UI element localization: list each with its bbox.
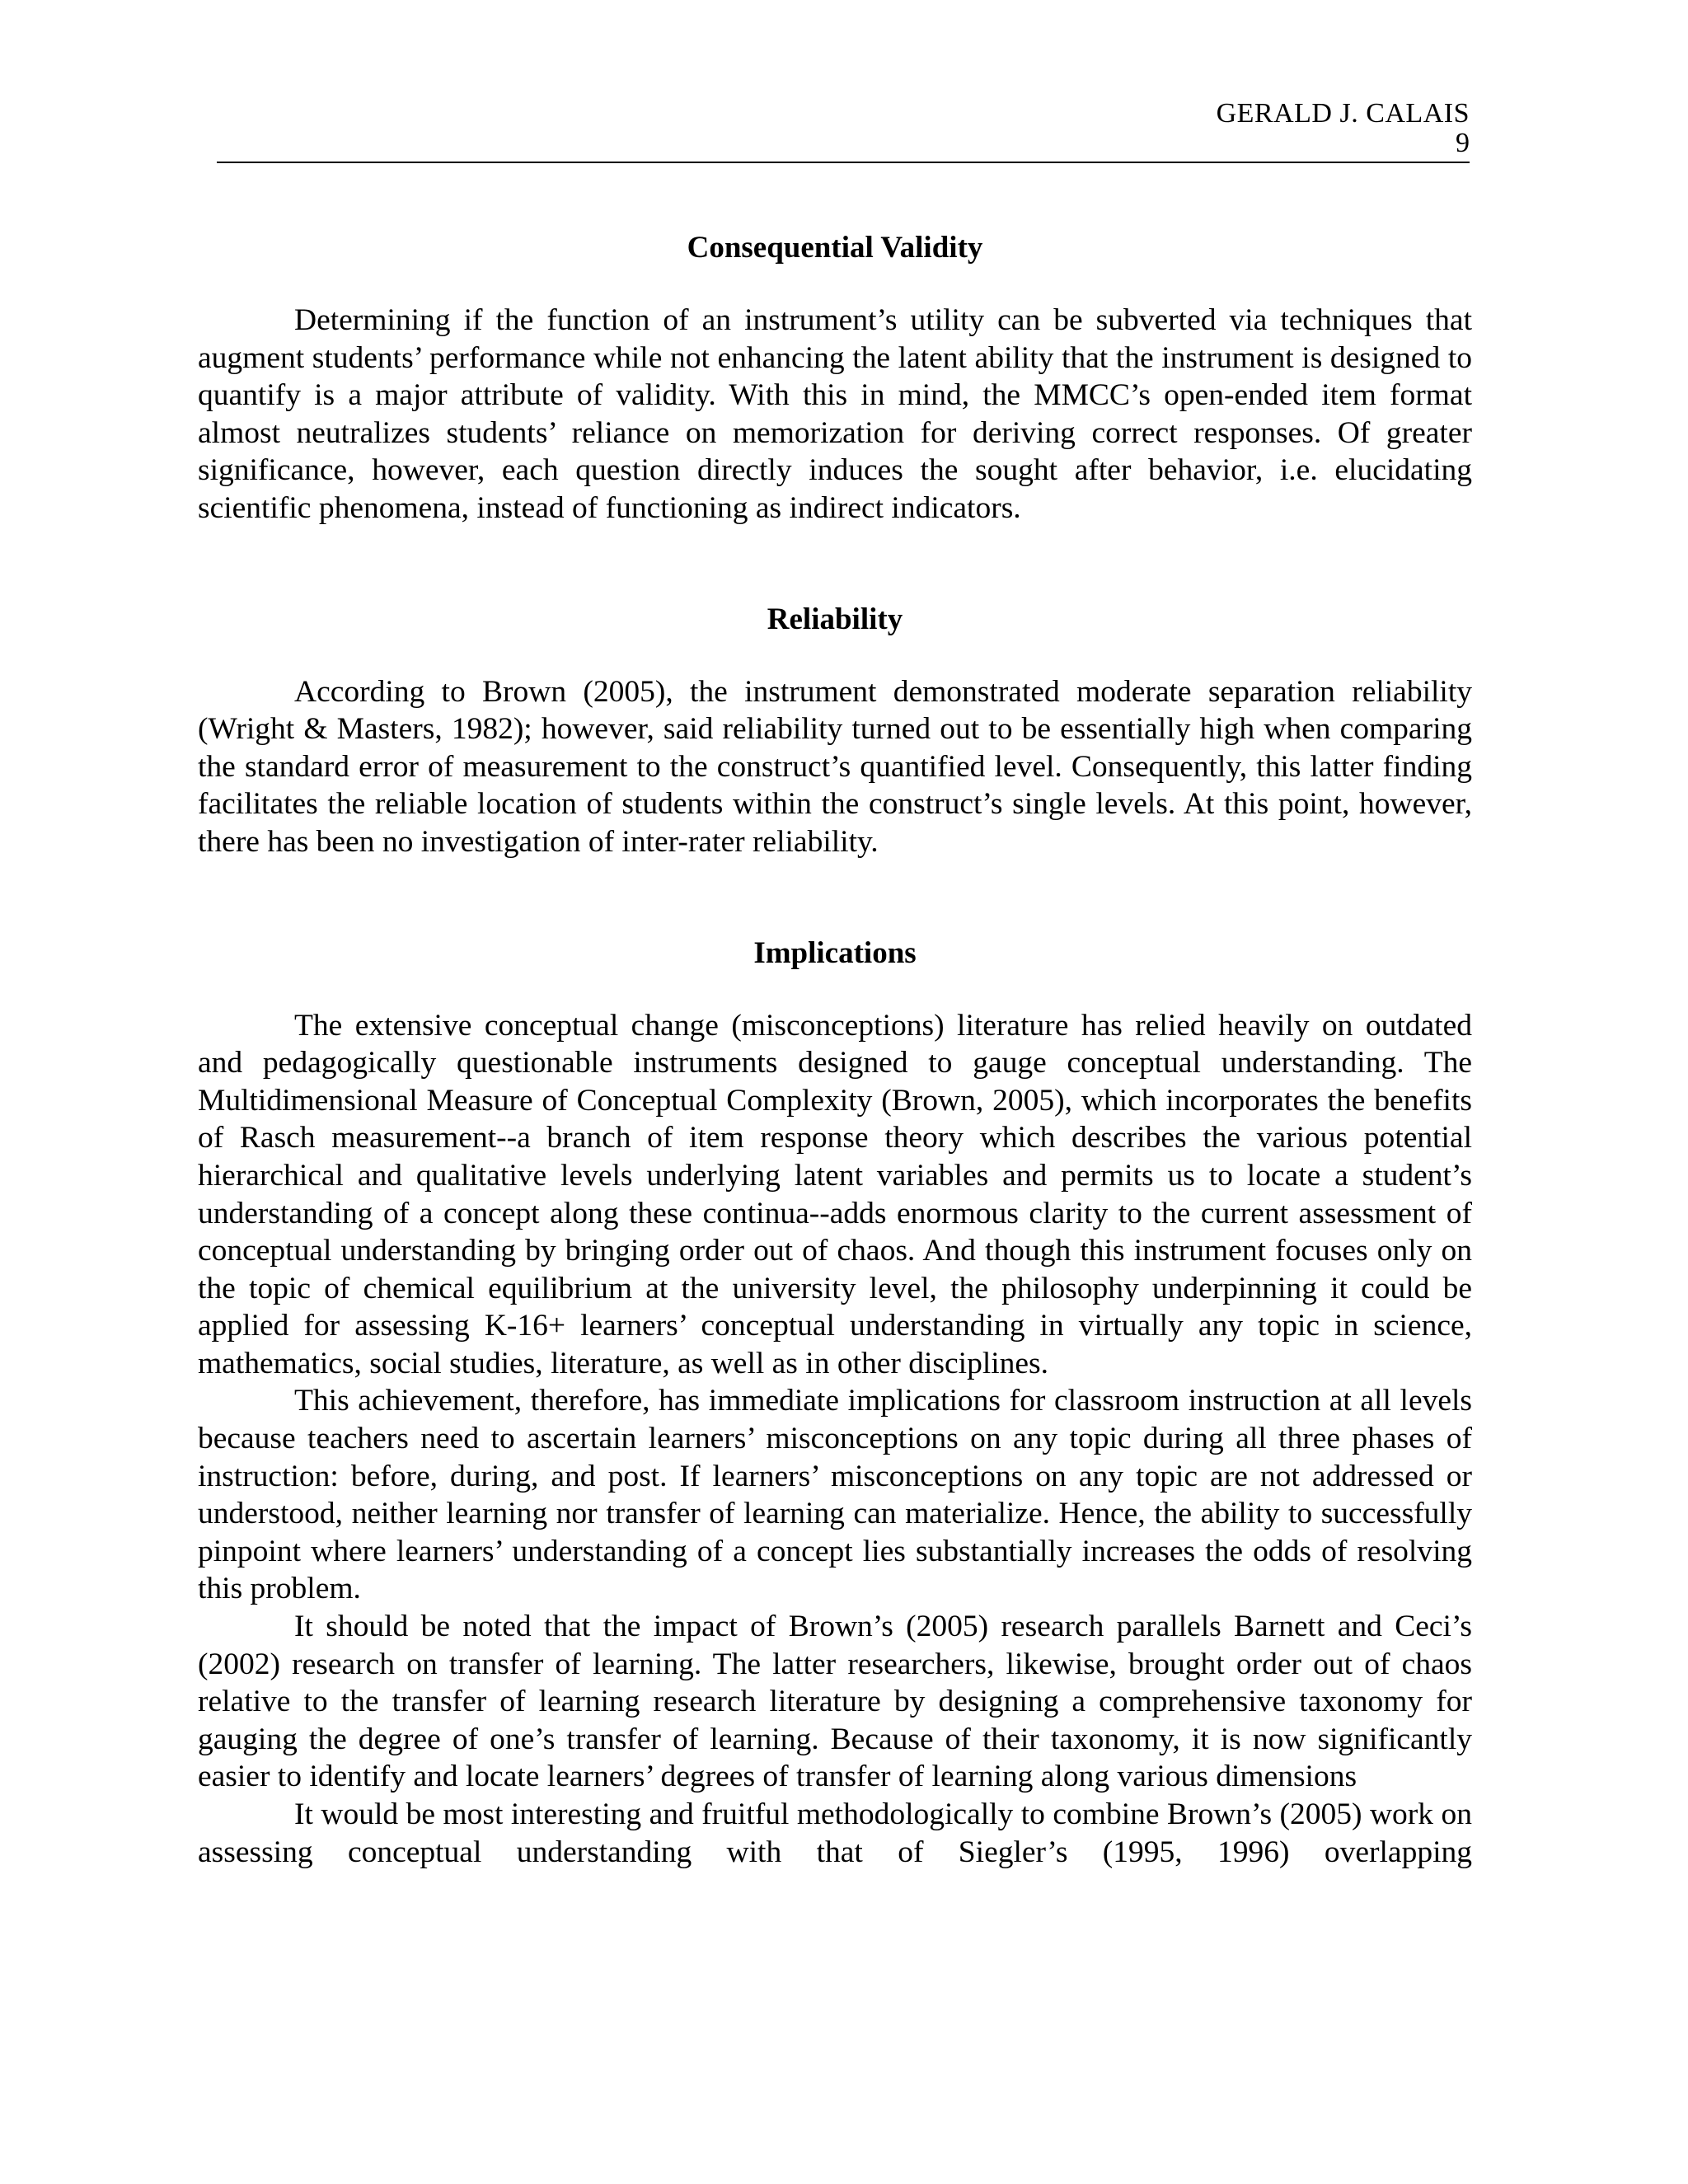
- page-number: 9: [1456, 128, 1470, 158]
- paragraph-implications-4: It would be most interesting and fruitful methodologically to combine Brown’s (2005) work on assessing conceptual understanding with that of Siegler’s (1995, 1996) overlapping: [198, 1797, 1472, 1869]
- section-heading-implications: Implications: [753, 935, 917, 970]
- paragraph-reliability: According to Brown (2005), the instrument demonstrated moderate separation reliability (Wright & Masters, 1982); however, said reliability turned out to be essentially high when comparing the standard error of measurement to the construct’s quantified level. Consequently, this latter finding facilitates the reliable location of students within the construct’s single levels. At this point, however, there has been no investigation of inter-rater reliability.: [198, 674, 1472, 859]
- section-heading-consequential-validity: Consequential Validity: [687, 231, 983, 265]
- paragraph-consequential-validity: Determining if the function of an instrument’s utility can be subverted via techniques that augment students’ performance while not enhancing the latent ability that the instrument is designed to quantify is a major attribute of validity. With this in mind, the MMCC’s open-ended item format almost neutralizes students’ reliance on memorization for deriving correct responses. Of greater significance, however, each question directly induces the sought after behavior, i.e. elucidating scientific phenomena, instead of functioning as indirect indicators.: [198, 303, 1472, 525]
- running-header: [217, 97, 1470, 163]
- paragraph-implications-1: The extensive conceptual change (misconceptions) literature has relied heavily on outdated and pedagogically questionable instruments designed to gauge conceptual understanding. The Multidimensional Measure of Conceptual Complexity (Brown, 2005), which incorporates the benefits of Rasch measurement--a branch of item response theory which describes the various potential hierarchical and qualitative levels underlying latent variables and permits us to locate a student’s understanding of a concept along these continua--adds enormous clarity to the current assessment of conceptual understanding by bringing order out of chaos. And though this instrument focuses only on the topic of chemical equilibrium at the university level, the philosophy underpinning it could be applied for assessing K-16+ learners’ conceptual understanding in virtually any topic in science, mathematics, social studies, literature, as well as in other disciplines.: [198, 1008, 1472, 1380]
- author-name: GERALD J. CALAIS: [1216, 98, 1470, 129]
- paragraph-implications-2: This achievement, therefore, has immediate implications for classroom instruction at all levels because teachers need to ascertain learners’ misconceptions on any topic during all three phases of instruction: before, during, and post. If learners’ misconceptions on any topic are not addressed or understood, neither learning nor transfer of learning can materialize. Hence, the ability to successfully pinpoint where learners’ understanding of a concept lies substantially increases the odds of resolving this problem.: [198, 1384, 1472, 1606]
- body-text: [198, 229, 1472, 1871]
- paragraph-implications-3: It should be noted that the impact of Brown’s (2005) research parallels Barnett and Ceci’s (2002) research on transfer of learning. The latter researchers, likewise, brought order out of chaos relative to the transfer of learning research literature by designing a comprehensive taxonomy for gauging the degree of one’s transfer of learning. Because of their taxonomy, it is now significantly easier to identify and locate learners’ degrees of transfer of learning along various dimensions: [198, 1610, 1472, 1794]
- section-heading-reliability: Reliability: [767, 602, 903, 636]
